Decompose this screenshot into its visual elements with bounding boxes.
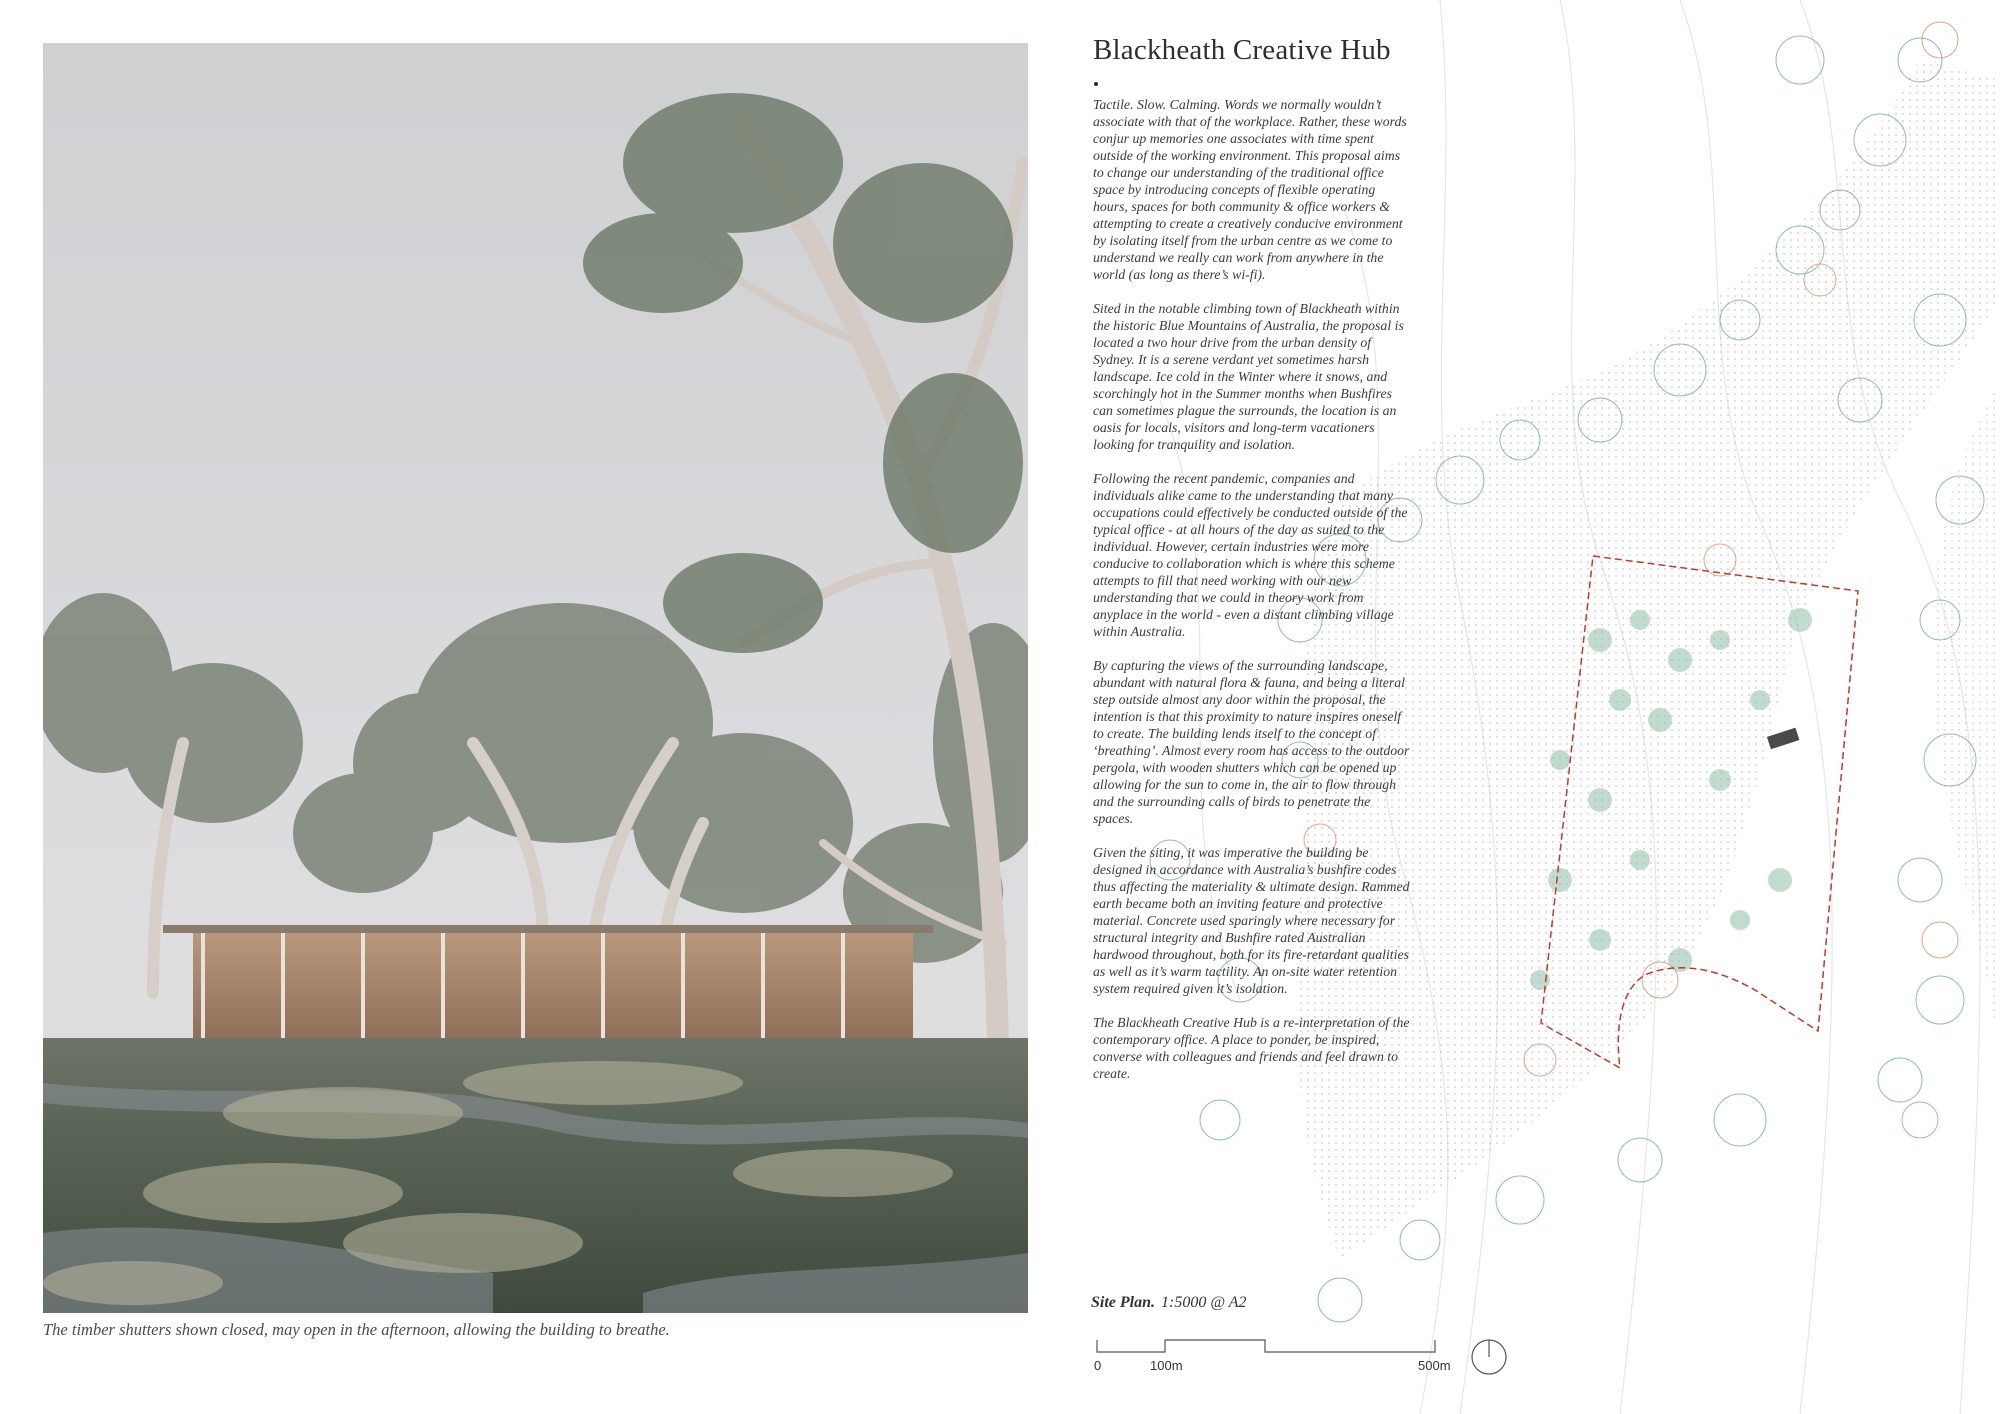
description-paragraph: Sited in the notable climbing town of Blackheath within the historic Blue Mountains of Australia, the proposal is located a two hour drive from the urban density of Sydney. It is a serene verdant yet sometimes harsh landscape. Ice cold in the Winter where it snows, and scorchingly hot in the Summer months when Bushfires can sometimes plague the surrounds, the location is an oasis for locals, visitors and long-term vacationers looking for tranquility and isolation. xyxy=(1093,301,1404,452)
north-arrow-icon xyxy=(1470,1338,1508,1376)
site-plan-scale: 1:5000 @ A2 xyxy=(1161,1294,1247,1311)
description-paragraph: The Blackheath Creative Hub is a re-interpretation of the contemporary office. A place to ponder, be inspired, converse with colleagues and friends and feel drawn to create. xyxy=(1093,1015,1410,1081)
render-caption: The timber shutters shown closed, may open in the afternoon, allowing the building to breathe. xyxy=(43,1320,670,1339)
building-render-image xyxy=(43,43,1028,1313)
description-paragraph: Given the siting, it was imperative the building be designed in accordance with Australia’s bushfire codes thus affecting the materiality & ultimate design. Rammed earth became both an inviting feature and protective material. Concrete used sparingly where necessary for structural integrity and Bushfire rated Australian hardwood throughout, both for its fire-retardant qualities as well as it’s warm tactility. An on-site water retention system required given it’s isolation. xyxy=(1093,845,1410,996)
scale-tick-0: 0 xyxy=(1094,1358,1102,1373)
scale-tick-500m: 500m xyxy=(1418,1358,1451,1373)
description-paragraph: Following the recent pandemic, companies and individuals alike came to the understanding that many occupations could effectively be conducted outside of the typical office - at all hours of the day as suited to the individual. However, certain industries were more conducive to collaboration which is where this scheme attempts to fill that need working with our new understanding that we could in theory work from anyplace in the world - even a distant climbing village within Australia. xyxy=(1093,471,1408,639)
project-description xyxy=(1093,96,1411,1099)
project-title: Blackheath Creative Hub xyxy=(1093,34,1391,66)
title-bullet xyxy=(1094,82,1098,86)
site-plan-label xyxy=(1091,1294,1247,1312)
scale-tick-100m: 100m xyxy=(1150,1358,1183,1373)
description-paragraph: By capturing the views of the surrounding landscape, abundant with natural flora & fauna, and being a literal step outside almost any door within the proposal, the intention is that this proximity to nature inspires oneself to create. The building lends itself to the concept of ‘breathing’. Almost every room has access to the outdoor pergola, with wooden shutters which can be opened up allowing for the sun to come in, the air to flow through and the surrounding calls of birds to penetrate the spaces. xyxy=(1093,658,1410,826)
site-plan-label-bold: Site Plan. xyxy=(1091,1294,1156,1311)
description-paragraph: Tactile. Slow. Calming. Words we normally wouldn’t associate with that of the workplace. Rather, these words conjur up memories one associates with time spent outside of the working environment. This proposal aims to change our understanding of the traditional office space by introducing concepts of flexible operating hours, spaces for both community & office workers & attempting to create a creatively conducive environment by isolating itself from the urban centre as we come to understand we really can work from anywhere in the world (as long as there’s wi-fi). xyxy=(1093,97,1407,282)
